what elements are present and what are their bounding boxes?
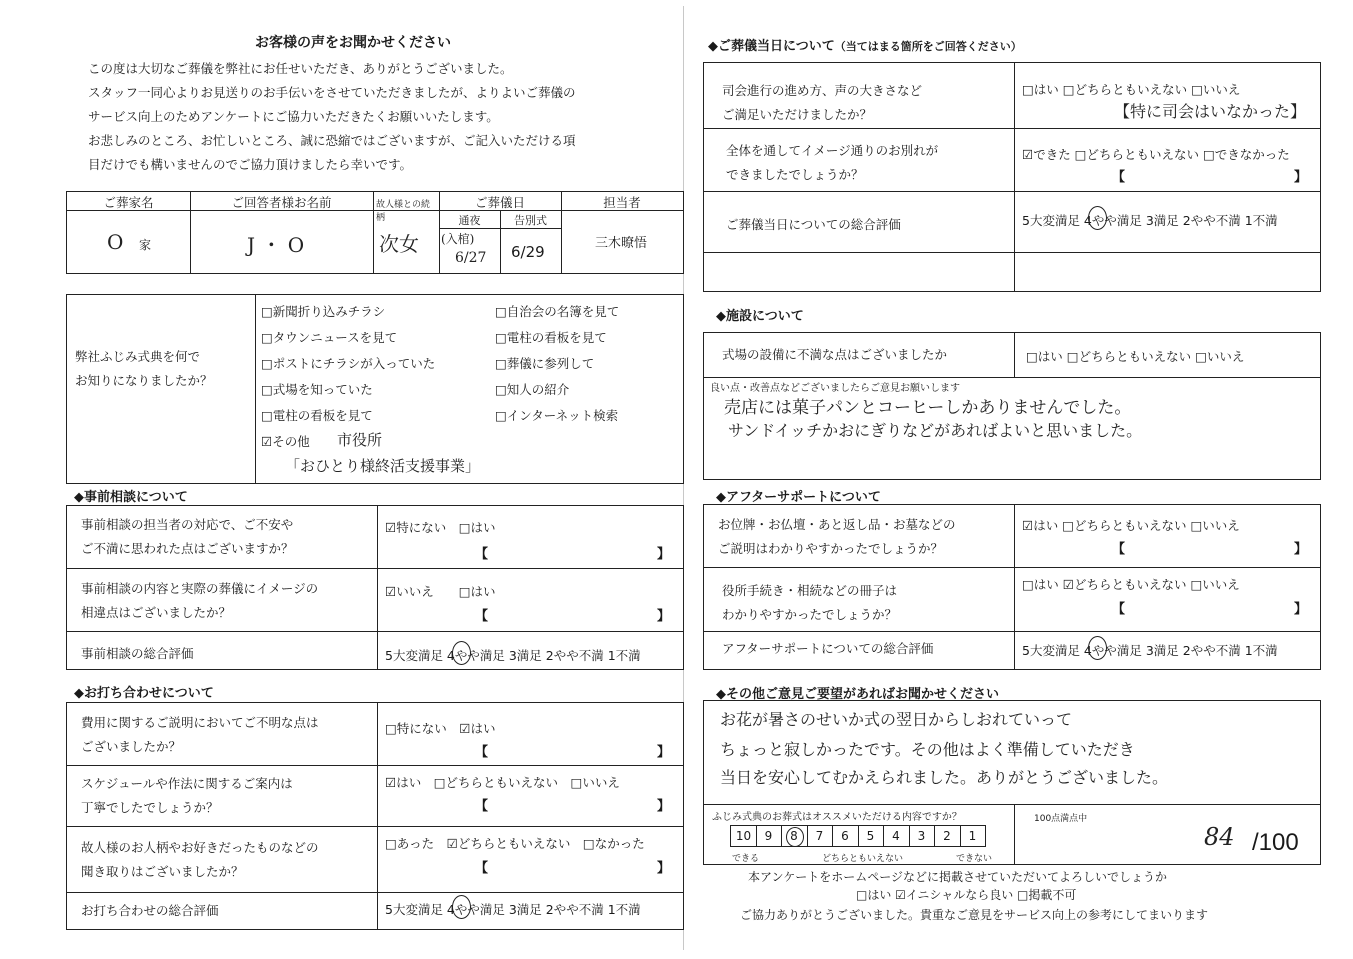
recommend-scale: [730, 825, 986, 847]
funeral-q2: 全体を通してイメージ通りのお別れが できましたでしょうか？: [726, 143, 939, 182]
funeral-q2-bracket: 【 】: [1112, 170, 1308, 185]
funeral-day-heading: ◆ご葬儀当日について（当てはまる箇所をご回答ください）: [708, 39, 1022, 54]
after-q1-options[interactable]: ☑はい □どちらともいえない □いいえ: [1022, 518, 1240, 533]
scale-10[interactable]: 10: [731, 826, 757, 846]
funeral-q3: ご葬儀当日についての総合評価: [726, 217, 901, 232]
source-table: [66, 294, 684, 484]
opt-other[interactable]: ☑その他: [261, 434, 310, 449]
scale-2[interactable]: 2: [934, 826, 961, 846]
facility-q1: 式場の設備に不満な点はございましたか: [722, 347, 948, 362]
prior-table: [66, 505, 684, 670]
after-table: [703, 504, 1321, 670]
other-hw-1: お花が暑さのせいか式の翌日からしおれていって: [720, 710, 1073, 729]
scale-left-label: できる: [732, 854, 760, 864]
prior-q2: 事前相談の内容と実際の葬儀にイメージの 相違点はございましたか？: [81, 581, 319, 620]
facility-q1-options[interactable]: □はい □どちらともいえない □いいえ: [1026, 349, 1245, 364]
prior-q3: 事前相談の総合評価: [81, 646, 194, 661]
footer-options[interactable]: □はい ☑イニシャルなら良い □掲載不可: [856, 888, 1077, 902]
tsuya-date: 6/27: [455, 250, 487, 266]
opt-pole-sign[interactable]: □電柱の看板を見て: [495, 330, 607, 345]
h-relation: 故人様との続柄: [376, 200, 431, 223]
kokubetsu-date: 6/29: [511, 243, 545, 261]
scale-4[interactable]: 4: [883, 826, 910, 846]
page-title: お客様の声をお聞かせください: [255, 35, 451, 51]
score-total: /100: [1252, 829, 1299, 856]
score-handwritten: 84: [1204, 823, 1235, 851]
after-q1: お位牌・お仏壇・あと返し品・お墓などの ご説明はわかりやすかったでしょうか？: [718, 517, 956, 556]
h-staff: 担当者: [603, 195, 641, 210]
h-kokubetsu: 告別式: [514, 214, 547, 227]
meeting-q3-options[interactable]: □あった ☑どちらともいえない □なかった: [385, 836, 645, 851]
meeting-q3-bracket: 【 】: [475, 861, 671, 876]
prior-rating[interactable]: 5大変満足 4やや満足 3満足 2やや不満 1不満: [385, 648, 641, 663]
other-table: [703, 700, 1321, 865]
source-hw-2: 「おひとり様終活支援事業」: [285, 457, 481, 475]
staff-value: 三木暸悟: [595, 236, 648, 251]
rating-circle: [452, 895, 471, 919]
meeting-q1-bracket: 【 】: [475, 745, 671, 760]
meeting-heading: ◆お打ち合わせについて: [74, 686, 214, 701]
scale-7[interactable]: 7: [807, 826, 833, 846]
prior-q1: 事前相談の担当者の対応で、ご不安や ご不満に思われた点はございますか？: [81, 517, 294, 556]
scale-circle: [786, 827, 804, 847]
source-hw-1: 市役所: [337, 431, 383, 449]
meeting-q2-bracket: 【 】: [475, 799, 671, 814]
prior-q1-bracket: 【 】: [475, 547, 671, 562]
facility-hw-2: サンドイッチかおにぎりなどがあればよいと思いました。: [728, 421, 1143, 440]
prior-q2-options[interactable]: ☑いいえ □はい: [385, 584, 496, 599]
after-q1-bracket: 【 】: [1112, 542, 1308, 557]
scale-8[interactable]: 8: [781, 826, 808, 846]
relation-value: 次女: [379, 232, 419, 256]
scale-1[interactable]: 1: [968, 829, 977, 843]
facility-hw-1: 売店には菓子パンとコーヒーしかありませんでした。: [724, 398, 1132, 418]
after-q3: アフターサポートについての総合評価: [722, 641, 934, 656]
scale-3[interactable]: 3: [909, 826, 935, 846]
rating-circle: [1088, 206, 1107, 230]
funeral-q2-options[interactable]: ☑できた □どちらともいえない □できなかった: [1022, 147, 1290, 162]
family-suffix: 家: [139, 238, 152, 252]
meeting-rating[interactable]: 5大変満足 4やや満足 3満足 2やや不満 1不満: [385, 902, 641, 917]
info-table: [66, 191, 684, 274]
opt-internet[interactable]: □インターネット検索: [495, 408, 619, 423]
h-family: ご葬家名: [103, 195, 154, 210]
after-q2-bracket: 【 】: [1112, 602, 1308, 617]
facility-comment-label: 良い点・改善点などございましたらご意見お願いします: [710, 383, 960, 394]
after-heading: ◆アフターサポートについて: [716, 490, 881, 505]
after-rating[interactable]: 5大変満足 4やや満足 3満足 2やや不満 1不満: [1022, 643, 1278, 658]
h-name: ご回答者様お名前: [231, 195, 332, 210]
opt-pole-sign-2[interactable]: □電柱の看板を見て: [261, 408, 373, 423]
meeting-table: [66, 702, 684, 930]
name-value: J ・ O: [247, 233, 305, 257]
other-hw-2: ちょっと寂しかったです。その他はよく準備していただき: [720, 740, 1135, 759]
scale-right-label: できない: [956, 854, 993, 864]
scale-5[interactable]: 5: [858, 826, 884, 846]
recommend-question: ふじみ式典のお葬式はオススメいただける内容ですか？: [712, 812, 962, 823]
meeting-q3: 故人様のお人柄やお好きだったものなどの 聞き取りはございましたか？: [81, 840, 319, 879]
funeral-q1-options[interactable]: □はい □どちらともいえない □いいえ: [1022, 82, 1241, 97]
opt-newspaper[interactable]: □新聞折り込みチラシ: [261, 304, 386, 319]
opt-flyer[interactable]: □ポストにチラシが入っていた: [261, 356, 436, 371]
rating-circle: [452, 641, 471, 665]
meeting-q2-options[interactable]: ☑はい □どちらともいえない □いいえ: [385, 775, 620, 790]
tsuya-note: (入棺): [441, 232, 475, 246]
h-tsuya: 通夜: [458, 214, 481, 227]
scale-9[interactable]: 9: [756, 826, 782, 846]
footer-question: 本アンケートをホームページなどに掲載させていただいてよろしいでしょうか: [748, 870, 1168, 884]
meeting-q1: 費用に関するご説明においてご不明な点は ございましたか？: [81, 715, 319, 754]
prior-heading: ◆事前相談について: [74, 490, 188, 505]
prior-q1-options[interactable]: ☑特にない □はい: [385, 520, 496, 535]
other-heading: ◆その他ご意見ご要望があればお聞かせください: [716, 687, 999, 702]
funeral-q1-hw: 【特に司会はいなかった】: [1114, 102, 1307, 121]
footer-thanks: ご協力ありがとうございました。貴重なご意見をサービス向上の参考にしてまいります: [740, 908, 1209, 922]
prior-q2-bracket: 【 】: [475, 609, 671, 624]
opt-town-news[interactable]: □タウンニュースを見て: [261, 330, 398, 345]
after-q2: 役所手続き・相続などの冊子は わかりやすかったでしょうか？: [722, 583, 898, 622]
funeral-q1: 司会進行の進め方、声の大きさなど ご満足いただけましたか？: [722, 83, 923, 122]
intro-text: この度は大切なご葬儀を弊社にお任せいただき、ありがとうございました。 スタッフ一同心よりお見送りのお手伝いをさせていただきましたが、よりよいご葬儀の サービス向上のためアンケートにご協力いただきたくお願いいたします。 お悲しみのところ、お忙しいところ、誠に恐縮ではございますが、ご記入いただける項 目だけでも構いませんのでご協力頂けましたら幸いです。: [88, 61, 576, 172]
facility-heading: ◆施設について: [716, 309, 804, 324]
scale-6[interactable]: 6: [832, 826, 859, 846]
opt-hall[interactable]: □式場を知っていた: [261, 382, 373, 397]
after-q2-options[interactable]: □はい ☑どちらともいえない □いいえ: [1022, 577, 1240, 592]
rating-circle: [1088, 636, 1107, 660]
funeral-day-table: [703, 62, 1321, 292]
opt-attended[interactable]: □葬儀に参列して: [495, 356, 595, 371]
family-value: O: [107, 230, 124, 254]
funeral-rating[interactable]: 5大変満足 4やや満足 3満足 2やや不満 1不満: [1022, 213, 1278, 228]
scale-mid-label: どちらともいえない: [822, 854, 904, 864]
opt-referral[interactable]: □知人の紹介: [495, 382, 570, 397]
opt-neighborhood[interactable]: □自治会の名簿を見て: [495, 304, 620, 319]
meeting-q4: お打ち合わせの総合評価: [81, 903, 219, 918]
meeting-q2: スケジュールや作法に関するご案内は 丁寧でしたでしょうか？: [81, 776, 293, 815]
h-date: ご葬儀日: [474, 195, 525, 210]
score-label: 100点満点中: [1034, 814, 1088, 824]
source-question: 弊社ふじみ式典を何で お知りになりましたか？: [75, 349, 213, 388]
facility-table: [703, 332, 1321, 480]
other-hw-3: 当日を安心してむかえられました。ありがとうございました。: [720, 768, 1169, 787]
meeting-q1-options[interactable]: □特にない ☑はい: [385, 721, 496, 736]
